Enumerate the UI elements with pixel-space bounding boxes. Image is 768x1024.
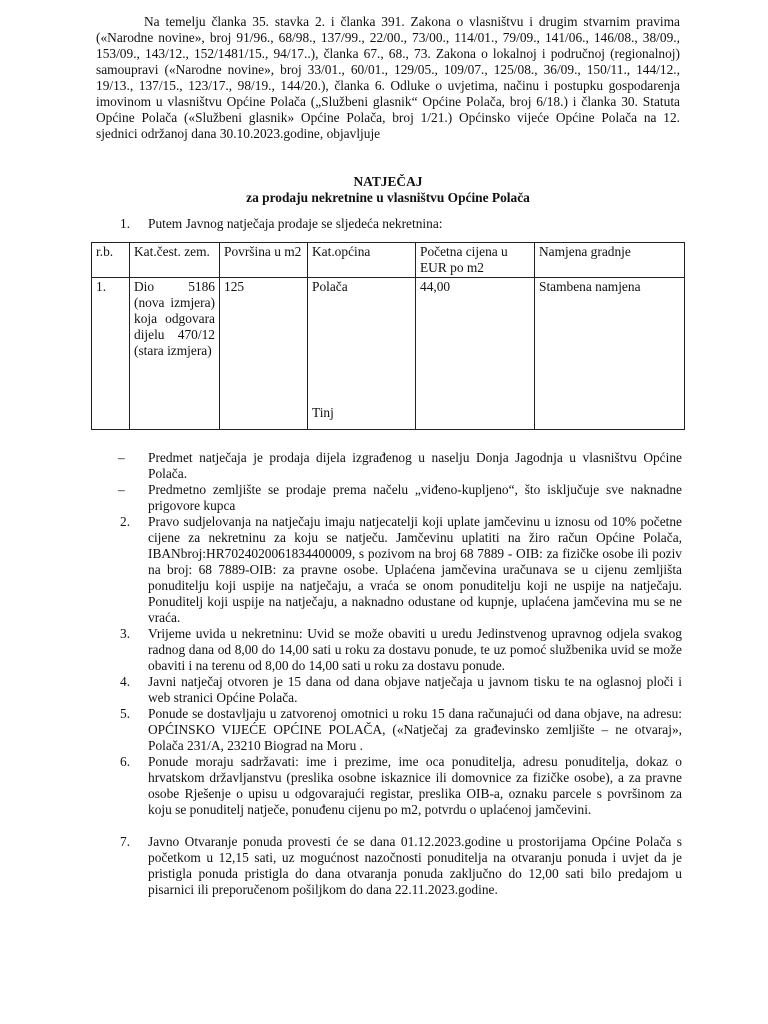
bullet-dash: – <box>118 450 125 465</box>
table-header-cell: Namjena gradnje <box>535 243 685 278</box>
intro-paragraph: Na temelju članka 35. stavka 2. i članka 391. Zakona o vlasništvu i drugim stvarnim pravima («Narodne novine», broj 91/96., 68/98., 137/99., 22/00., 73/00., 114/01., 79/09., 141/06., 146/08., 38/09., 153/09., 143/12., 152/1481/15., 94/17..), članka 67., 68., 73. Zakona o lokalnoj i područnoj (regionalnoj) samoupravi («Narodne novine», broj 33/01., 60/01., 129/05., 109/07., 125/08., 36/09., 150/11., 144/12., 19/13., 137/15., 123/17., 98/19., 144/20.), članka 6. Odluke o uvjetima, načinu i postupku gospodarenja imovinom u vlasništvu Općine Polača („Službeni glasnik“ Općine Polača, broj 6/18.) i članka 30. Statuta Općine Polača («Službeni glasnik» Općine Polača, broj 1/21.) Općinsko vijeće Općine Polača na 12. sjednici održanoj dana 30.10.2023.godine, objavljuje <box>96 14 680 141</box>
table-header-cell: Površina u m2 <box>220 243 308 278</box>
list-item-number: 5. <box>120 706 131 721</box>
list-item-number: 2. <box>120 514 131 529</box>
table-header-cell: Početna cijena u EUR po m2 <box>416 243 535 278</box>
list-item-text: Javni natječaj otvoren je 15 dana od dana objave natječaja u javnom tisku te na oglasnoj ploči i web stranici Općine Polača. <box>148 674 682 705</box>
table-header-cell: r.b. <box>92 243 130 278</box>
table-row <box>92 278 685 430</box>
list-item-text: Ponude se dostavljaju u zatvorenoj omotnici u roku 15 dana računajući od dana objave, na adresu: OPĆINSKO VIJEĆE OPĆINE POLAČA, («Natječaj za građevinsko zemljište – ne otvaraj», Polača 231/A, 23210 Biograd na Moru . <box>148 706 682 753</box>
list-item-text: Putem Javnog natječaja prodaje se sljedeća nekretnina: <box>148 216 443 231</box>
table-header-cell: Kat.općina <box>308 243 416 278</box>
katopcina-value-2: Tinj <box>312 405 334 420</box>
table-cell-rb: 1. <box>92 278 130 430</box>
bullet-text: Predmet natječaja je prodaja dijela izgrađenog u naselju Donja Jagodnja u vlasništvu Općine Polača. <box>148 450 682 481</box>
bullet-dash: – <box>118 482 125 497</box>
list-item-number: 3. <box>120 626 131 641</box>
list-item-number: 1. <box>120 216 131 231</box>
table-cell-katcest: Dio 5186 (nova izmjera) koja odgovara dijelu 470/12 (stara izmjera) <box>130 278 220 430</box>
table-cell-namjena: Stambena namjena <box>535 278 685 430</box>
property-table <box>91 242 685 430</box>
list-item-text: Pravo sudjelovanja na natječaju imaju natjecatelji koji uplate jamčevinu u iznosu od 10% početne cijene za nekretninu za koju se natječu. Jamčevinu uplatiti na žiro račun Općine Polača, IBANbroj:HR7024020061834400009, s pozivom na broj 68 7889 - OIB: za fizičke osobe ili poziv na broj: 68 7889-OIB: za pravne osobe. Uplaćena jamčevina uračunava se u cijenu zemljišta ponuditelju koji uspije na natječaju, a vraća se onom ponuditelju koji ne uspije na natječaju. Ponuditelj koji uspije na natječaju, a naknadno odustane od kupnje, uplaćena jamčevina mu se ne vraća. <box>148 514 682 625</box>
table-cell-katopcina <box>308 278 416 430</box>
list-item-text: Ponude moraju sadržavati: ime i prezime, ime oca ponuditelja, adresu ponuditelja, dokaz o hrvatskom državljanstvu (preslika osobne iskaznice ili domovnice za fizičke osobe), a za pravne osobe Rješenje o upisu u odgovarajući registar, preslika OIB-a, oznaku parcele s površinom za koju se ponuditelj natječe, ponuđenu cijenu po m2, potvrdu o uplaćenoj jamčevini. <box>148 754 682 817</box>
list-item-number: 6. <box>120 754 131 769</box>
table-cell-cijena: 44,00 <box>416 278 535 430</box>
table-header-row <box>92 243 685 278</box>
document-subtitle: za prodaju nekretnine u vlasništvu Općine Polača <box>246 190 530 205</box>
katopcina-value: Polača <box>312 279 348 294</box>
list-item-number: 4. <box>120 674 131 689</box>
list-item-text: Vrijeme uvida u nekretninu: Uvid se može obaviti u uredu Jedinstvenog upravnog odjela svakog radnog dana od 8,00 do 14,00 sati u roku za dostavu ponude, te uz pomoć službenika uvid se može obaviti i na terenu od 8,00 do 14,00 sati u roku za dostavu ponude. <box>148 626 682 673</box>
bullet-text: Predmetno zemljište se prodaje prema načelu „viđeno-kupljeno“, što isključuje sve naknadne prigovore kupca <box>148 482 682 513</box>
list-item-number: 7. <box>120 834 131 849</box>
table-header-cell: Kat.čest. zem. <box>130 243 220 278</box>
document-title: NATJEČAJ <box>353 174 423 189</box>
list-item-text: Javno Otvaranje ponuda provesti će se dana 01.12.2023.godine u prostorijama Općine Polača s početkom u 12,15 sati, uz mogućnost nazočnosti ponuditelja na otvaranju ponuda i uvjet da je pristigla ponuda pristigla do dana otvaranja ponuda zaključno do 12,00 sati bilo predajom u pisarnici ili preporučenom pošiljkom do dana 22.11.2023.godine. <box>148 834 682 897</box>
table-cell-povrsina: 125 <box>220 278 308 430</box>
